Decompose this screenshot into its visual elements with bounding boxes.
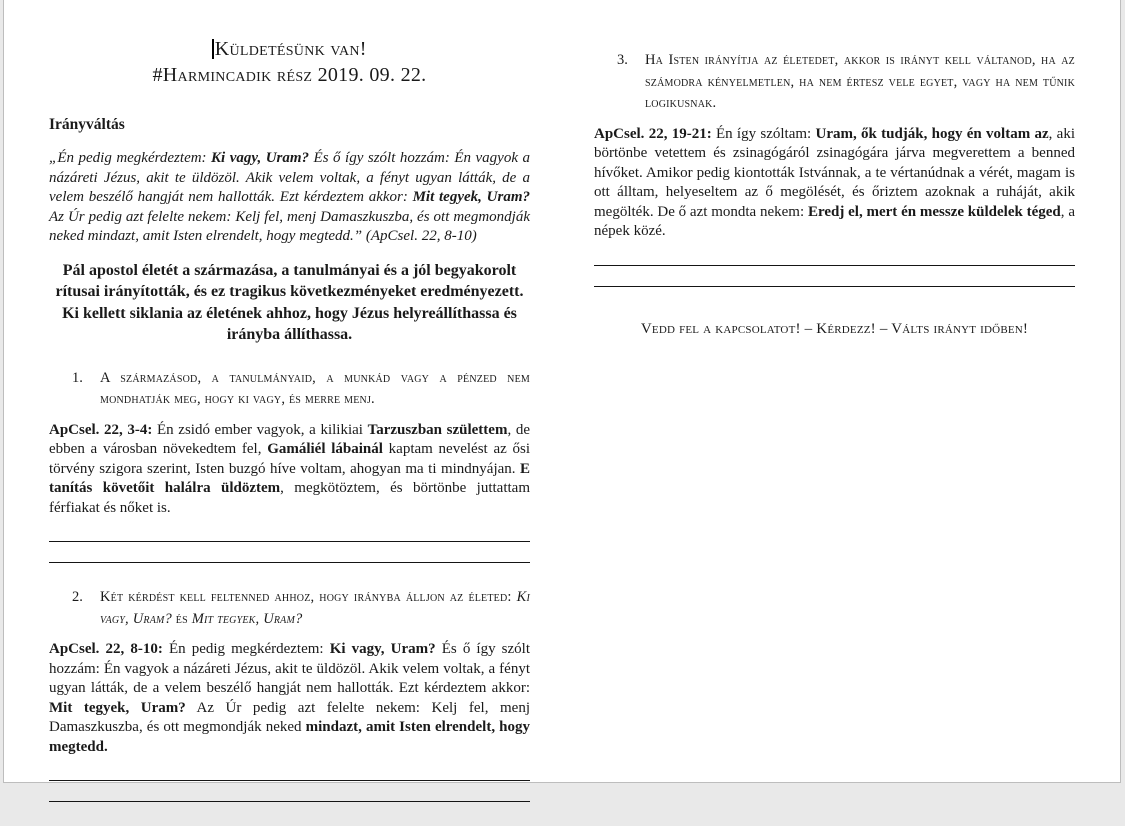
text-run: Gamáliél lábainál xyxy=(267,441,383,457)
text-run: Uram, ők tudják, hogy én voltam az xyxy=(815,125,1049,142)
title-line-2: #Harmincadik rész 2019. 09. 22. xyxy=(152,64,427,86)
right-column xyxy=(594,36,1075,826)
text-run: , aki börtönbe vetettem és zsinagógáról zsinagógára járva megverettem a benned hívőket. Amikor pedig kiontották Istvánnak, a te vértanúdnak a vérét, magam is ott álltam, helyeseltem az ő megölését, és őriztem azoknak a ruháját, akik megölték. De ő azt mondta nekem: xyxy=(594,125,1075,220)
answer-lines-2 xyxy=(49,760,530,802)
text-run: Ki vagy, Uram? xyxy=(100,589,530,627)
item-number-3: 3. xyxy=(617,52,628,68)
call-to-action-line: Vedd fel a kapcsolatot! – Kérdezz! – Válts irányt időben! xyxy=(640,320,1029,337)
answer-lines-1 xyxy=(49,521,530,563)
text-run: „Én pedig megkérdeztem: xyxy=(49,150,212,166)
text-run: Az Úr pedig azt felelte nekem: Kelj fel, menj Damaszkuszba, és ott megmondják neked mindazt, amit Isten elrendelt, hogy megtedd.” (ApCsel. 22, 8-10) xyxy=(49,208,530,244)
item-heading-2 xyxy=(100,587,530,630)
numbered-item-1 xyxy=(49,368,530,411)
document-page[interactable] xyxy=(3,0,1121,783)
text-run: Én zsidó ember vagyok, a kilikiai xyxy=(152,421,368,438)
text-run: ApCsel. 22, 8-10: xyxy=(49,641,163,657)
document-title xyxy=(49,36,530,88)
text-run: ApCsel. 22, 3-4: xyxy=(49,421,153,438)
text-run: és xyxy=(171,610,192,627)
text-run: Mit tegyek, Uram? xyxy=(49,699,186,716)
left-column xyxy=(49,36,530,826)
section-heading-iranyvaltas: Irányváltás xyxy=(49,116,125,133)
text-run: És ő így szólt hozzám: Én vagyok a názáreti Jézus, akit te üldözöl. Akik velem voltak, a fényt ugyan látták, de a velem beszélő hangját nem hallották. Ezt kérdeztem akkor: xyxy=(49,150,530,205)
text-run: Mit tegyek, Uram? xyxy=(191,610,303,627)
text-run: És ő így szólt hozzám: Én vagyok a názáreti Jézus, akit te üldözöl. Akik velem voltak, a fényt ugyan látták, de a velem beszélő hangját nem hallották. Ezt kérdeztem akkor: xyxy=(49,641,530,696)
text-run: Tarzuszban születtem xyxy=(367,421,508,438)
text-run: Mit tegyek, Uram? xyxy=(412,189,530,205)
numbered-item-3 xyxy=(594,50,1075,115)
text-run: , a népek közé. xyxy=(594,203,1075,239)
item-number-2: 2. xyxy=(72,589,83,605)
page-content xyxy=(4,0,1120,826)
scripture-paragraph-1 xyxy=(49,421,530,519)
text-run: , megkötöztem, és börtönbe juttattam férfiakat és nőket is. xyxy=(49,480,530,516)
scripture-paragraph-3 xyxy=(594,125,1075,242)
answer-line xyxy=(594,266,1075,287)
text-run: Én pedig megkérdeztem: xyxy=(162,641,330,657)
text-run: Az Úr pedig azt felelte nekem: Kelj fel, menj Damaszkuszba, és ott megmondják neked xyxy=(49,699,530,735)
text-run: Eredj el, mert én messze küldelek téged xyxy=(807,203,1061,220)
item-heading-3 xyxy=(645,50,1075,115)
numbered-item-2 xyxy=(49,587,530,630)
title-line-1 xyxy=(49,36,530,62)
text-run: E tanítás követőit halálra üldöztem xyxy=(49,460,530,496)
item-number-1: 1. xyxy=(72,369,83,386)
text-run: kaptam nevelést az ősi törvény szigora szerint, Isten buzgó híve voltam, ahogyan ma ti mindnyájan. xyxy=(49,441,530,477)
answer-line xyxy=(49,760,530,781)
title-text-1: Küldetésünk van! xyxy=(214,38,367,60)
item-heading-1 xyxy=(100,368,530,411)
answer-line xyxy=(49,542,530,563)
text-run: Én így szóltam: xyxy=(711,125,816,142)
text-cursor xyxy=(212,39,214,59)
summary-paragraph: Pál apostol életét a származása, a tanulmányai és a jól begyakorolt rítusai irányították, és ez tragikus következményeket eredményezett. Ki kellett siklania az életének ahhoz, hogy Jézus helyreállíthassa és irányba állíthassa. xyxy=(55,261,524,343)
text-run: Két kérdést kell feltenned ahhoz, hogy irányba álljon az életed: xyxy=(100,589,517,605)
text-run: Ki vagy, Uram? xyxy=(329,641,436,657)
quote-paragraph xyxy=(49,149,530,247)
text-run: Ki vagy, Uram? xyxy=(211,150,310,166)
answer-line xyxy=(594,245,1075,266)
text-run: A származásod, a tanulmányaid, a munkád vagy a pénzed nem mondhatják meg, hogy ki vagy, és merre menj. xyxy=(100,369,530,407)
text-run: , de ebben a városban növekedtem fel, xyxy=(49,421,530,457)
text-run: Ha Isten irányítja az életedet, akkor is irányt kell váltanod, ha az számodra kényelmetlen, ha nem értesz vele egyet, vagy ha nem tűnik logikusnak. xyxy=(645,52,1075,111)
scripture-paragraph-2 xyxy=(49,640,530,757)
answer-line xyxy=(49,521,530,542)
answer-lines-3 xyxy=(594,245,1075,287)
text-run: ApCsel. 22, 19-21: xyxy=(594,125,712,142)
text-run: mindazt, amit Isten elrendelt, hogy megtedd. xyxy=(49,719,530,755)
